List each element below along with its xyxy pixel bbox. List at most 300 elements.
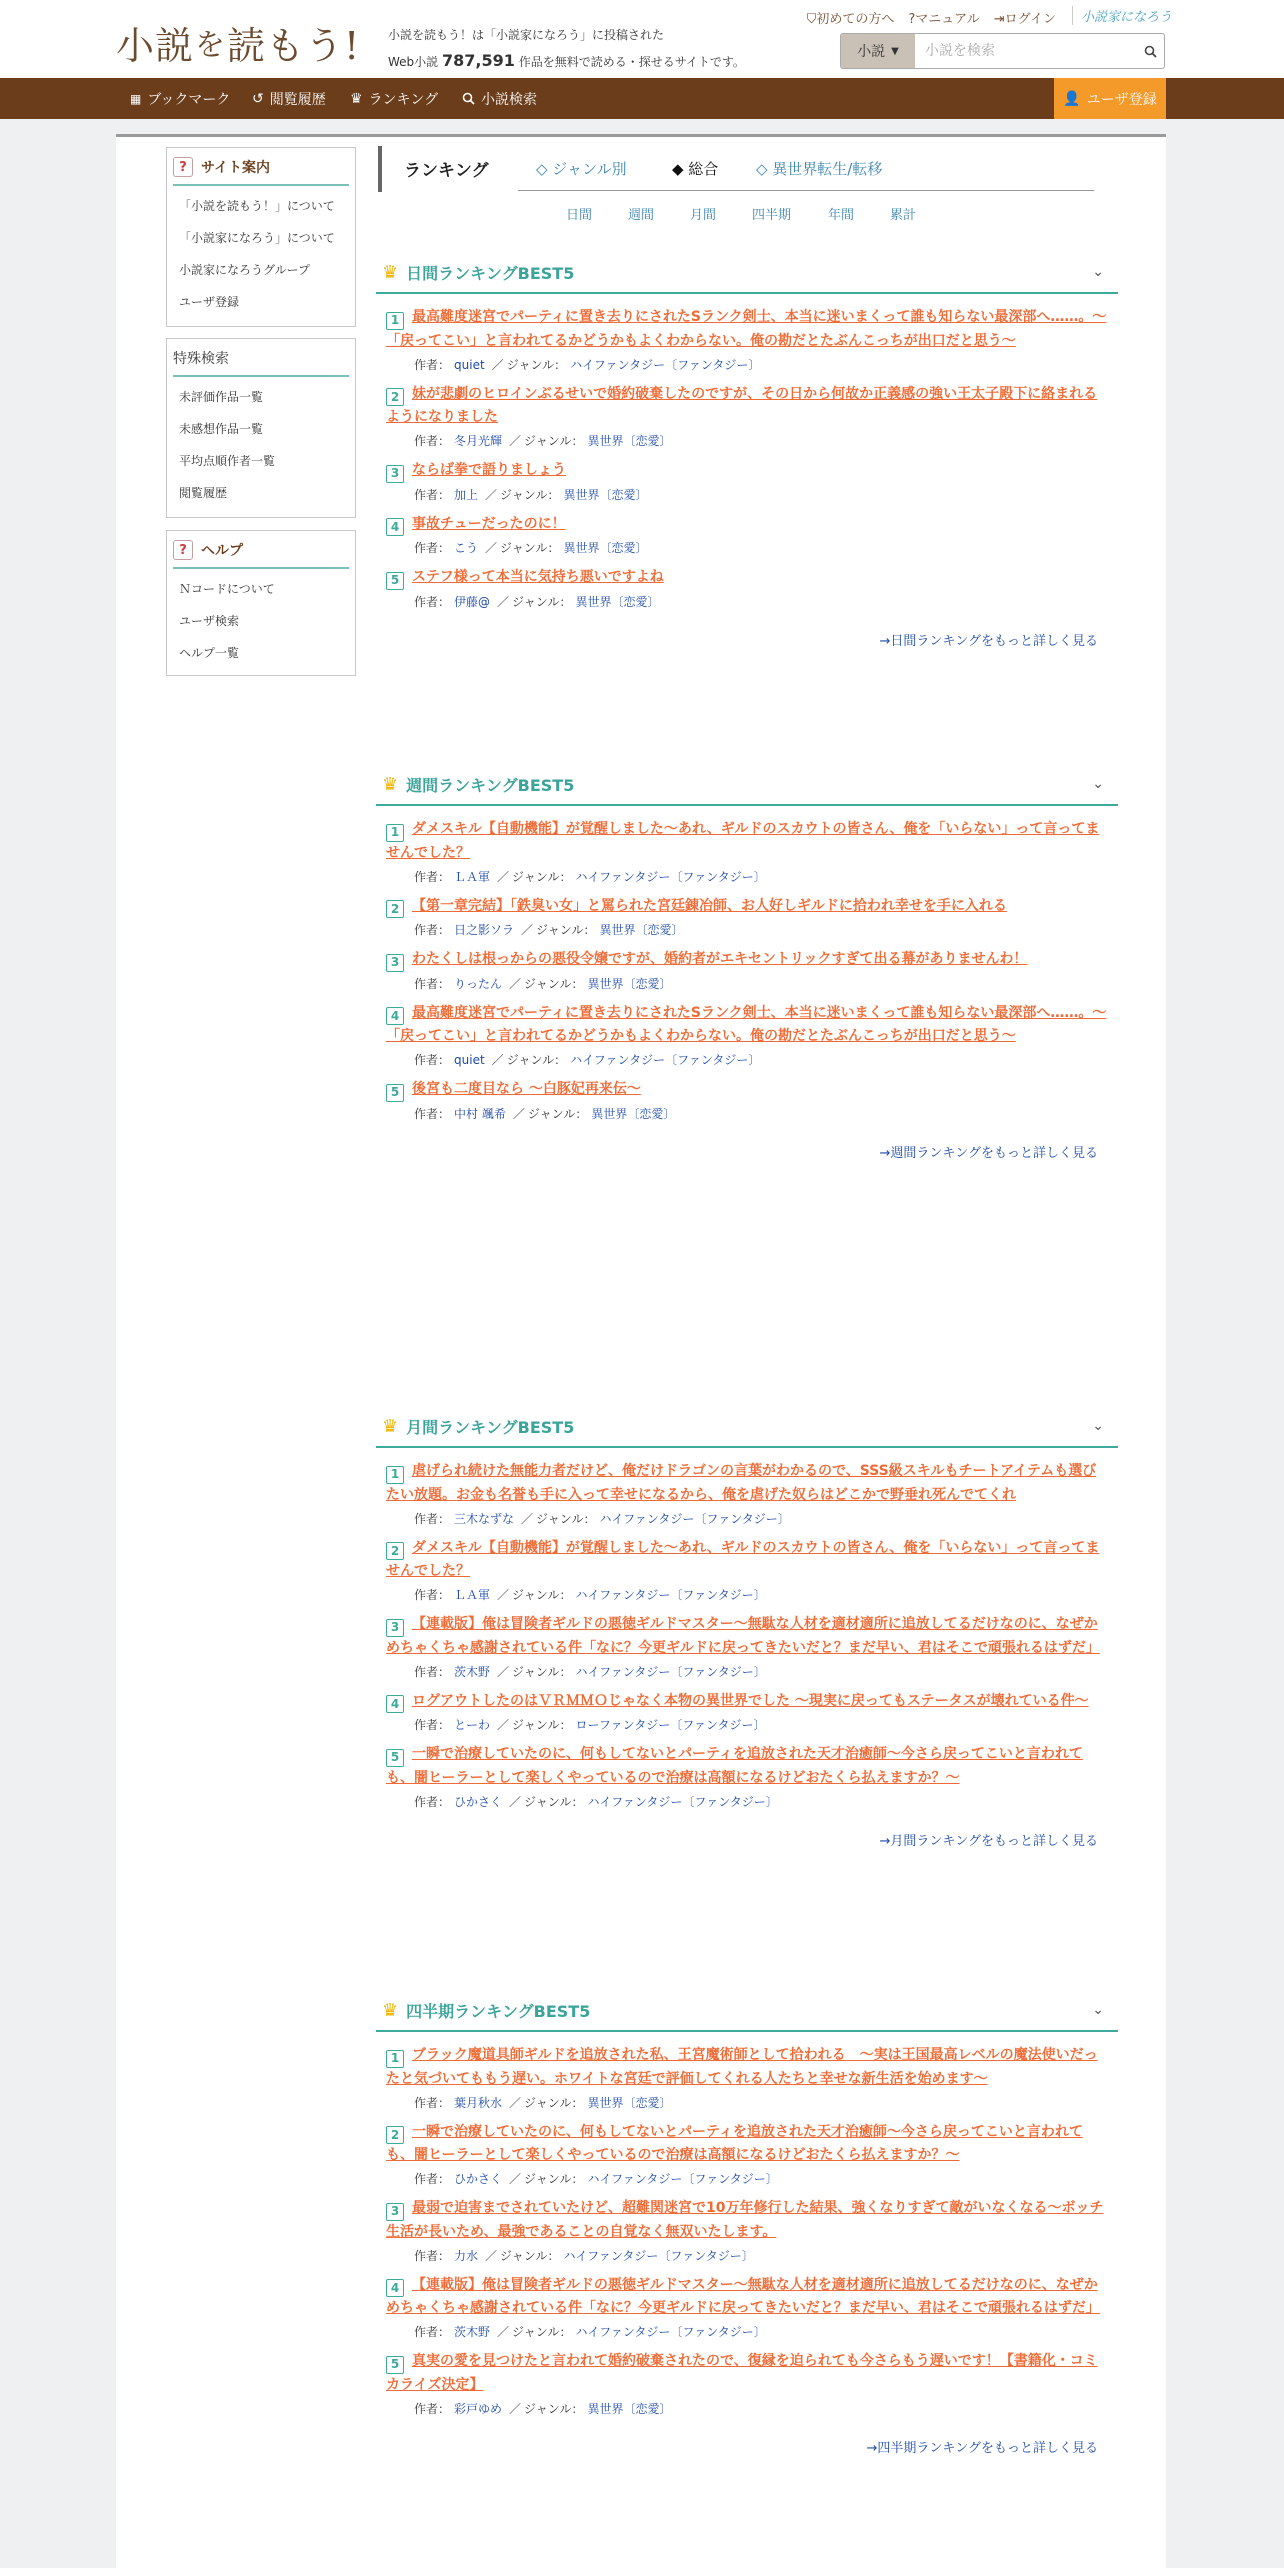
section-header[interactable] <box>376 764 1118 806</box>
genre-link[interactable]: 異世界〔恋愛〕 <box>563 541 648 555</box>
author-label: 作者： <box>414 1794 451 1809</box>
novel-meta <box>386 2322 1110 2342</box>
genre-label: ジャンル： <box>536 1511 596 1526</box>
section-header[interactable] <box>376 1406 1118 1448</box>
tagline-suffix: 作品を無料で読める・探せるサイトです。 <box>518 55 745 69</box>
novel-title-link[interactable] <box>386 2121 1110 2168</box>
search-icon <box>462 92 475 105</box>
site-header <box>0 0 1284 78</box>
author-link[interactable]: ＬＡ軍 <box>454 1588 491 1602</box>
novel-title: 【連載版】俺は冒険者ギルドの悪徳ギルドマスター～無駄な人材を適材適所に追放してるだけなのに、なぜかめちゃくちゃ感謝されている件「なに？今更ギルドに戻ってきたいだと？まだ早い、君はそこで頑張れるはずだ」 <box>386 2276 1100 2316</box>
more-ranking-link[interactable]: →日間ランキングをもっと詳しく見る <box>879 633 1098 649</box>
genre-label: ジャンル： <box>506 357 567 372</box>
novel-meta <box>386 2246 1110 2266</box>
tagline-prefix: Web小説 <box>388 55 439 69</box>
list-item <box>386 1078 1110 1124</box>
period-daily[interactable]: 日間 <box>566 208 593 223</box>
sidebar-item-no-review[interactable]: 未感想作品一覧 <box>179 422 264 436</box>
rank-number: 2 <box>386 1542 404 1560</box>
bookmark-list-icon: ▦ <box>130 91 142 106</box>
novel-meta <box>386 1509 1110 1529</box>
genre-label: ジャンル： <box>512 869 572 884</box>
author-link[interactable]: 三木なずな <box>454 1511 515 1526</box>
sidebar-item-about-narou[interactable]: 「小説家になろう」について <box>179 231 335 245</box>
novel-title-link[interactable] <box>386 1613 1110 1660</box>
sidebar-item-user-search[interactable]: ユーザ検索 <box>179 614 240 628</box>
novel-meta <box>386 867 1110 887</box>
list-item <box>386 1002 1110 1071</box>
author-link[interactable]: 加上 <box>454 487 479 502</box>
meta-separator: ／ <box>509 2172 522 2186</box>
novel-title-link[interactable] <box>386 895 1110 919</box>
tagline-line1: 小説を読もう！は「小説家になろう」に投稿された <box>388 28 665 42</box>
genre-label: ジャンル： <box>524 1794 584 1809</box>
meta-separator: ／ <box>509 976 522 991</box>
novel-meta <box>386 1050 1110 1070</box>
author-label: 作者： <box>414 1588 451 1602</box>
nav-bookmark-label: ブックマーク <box>147 91 231 108</box>
author-link[interactable]: 伊藤@ <box>454 594 491 609</box>
sidebar-help <box>166 530 356 676</box>
novel-title: 【連載版】俺は冒険者ギルドの悪徳ギルドマスター～無駄な人材を適材適所に追放してるだけなのに、なぜかめちゃくちゃ感謝されている件「なに？今更ギルドに戻ってきたいだと？まだ早い、君はそこで頑張れるはずだ」 <box>386 1616 1100 1656</box>
genre-label: ジャンル： <box>536 923 596 937</box>
section-title: 日間ランキングBEST5 <box>406 263 575 283</box>
list-item <box>386 459 1110 505</box>
rank-number: 5 <box>386 2356 404 2374</box>
author-link[interactable]: 冬月光輝 <box>454 434 503 448</box>
logo-text-end: 読もう! <box>227 23 361 68</box>
nav-ranking-label: ランキング <box>368 91 439 108</box>
search-box <box>840 33 1165 69</box>
sidebar-item-help-list[interactable]: ヘルプ一覧 <box>179 646 240 660</box>
main-nav <box>0 78 1284 119</box>
genre-link[interactable]: ハイファンタジー〔ファンタジー〕 <box>587 2172 778 2186</box>
nav-search-label: 小説検索 <box>481 91 537 108</box>
nav-history-label: 閲覧履歴 <box>269 91 326 108</box>
novel-meta <box>386 974 1110 994</box>
author-link[interactable]: ひかさく <box>454 1794 503 1809</box>
novel-meta <box>386 920 1110 940</box>
novel-title: 虐げられ続けた無能力者だけど、俺だけドラゴンの言葉がわかるので、SSS級スキルもチートアイテムも選びたい放題。お金も名誉も手に入って幸せになるから、俺を虐げた奴らはどこかで野垂れ死んでてくれ <box>386 1463 1097 1503</box>
list-item <box>386 1537 1110 1606</box>
list-item <box>386 895 1110 941</box>
rank-number: 5 <box>386 572 404 590</box>
meta-separator: ／ <box>497 594 510 609</box>
login-icon: ⇥ <box>993 12 1005 27</box>
genre-link[interactable]: 異世界〔恋愛〕 <box>587 976 672 991</box>
chevron-down-icon: ▼ <box>891 45 899 57</box>
help-circle-icon: ? <box>908 12 916 27</box>
rank-number: 2 <box>386 2126 404 2144</box>
author-label: 作者： <box>414 594 451 609</box>
list-item <box>386 1690 1110 1736</box>
search-icon <box>1144 45 1157 58</box>
rank-number: 2 <box>386 388 404 406</box>
ranking-list <box>376 2032 1118 2419</box>
list-item <box>386 2044 1110 2113</box>
sidebar-site-guide-title: サイト案内 <box>201 160 271 176</box>
novel-meta <box>386 2399 1110 2419</box>
list-item <box>386 948 1110 994</box>
ranking-list <box>376 1448 1118 1812</box>
period-weekly[interactable]: 週間 <box>628 208 655 223</box>
period-links <box>566 204 966 224</box>
novel-title-link[interactable] <box>386 383 1110 430</box>
site-tagline <box>388 22 745 75</box>
nav-ranking[interactable] <box>350 78 438 119</box>
chevron-down-icon[interactable]: ⌄ <box>1092 776 1104 792</box>
author-link[interactable]: とーわ <box>454 1718 491 1732</box>
genre-link[interactable]: 異世界〔恋愛〕 <box>563 487 648 502</box>
rank-number: 1 <box>386 2050 404 2068</box>
rank-number: 5 <box>386 1084 404 1102</box>
genre-label: ジャンル： <box>512 1718 572 1732</box>
section-header[interactable] <box>376 252 1118 294</box>
author-link[interactable]: 茨木野 <box>454 1664 491 1679</box>
author-label: 作者： <box>414 1718 451 1732</box>
novel-title: 後宮も二度目なら 〜白豚妃再来伝〜 <box>412 1081 641 1097</box>
list-item <box>386 2274 1110 2343</box>
author-label: 作者： <box>414 2095 451 2110</box>
novel-meta <box>386 431 1110 451</box>
beginner-icon: ⛉ <box>806 12 817 27</box>
ranking-section-daily <box>376 252 1118 649</box>
sidebar-help-header <box>173 539 349 569</box>
author-link[interactable]: quiet <box>454 357 485 372</box>
sidebar-item-about-yomou[interactable]: 「小説を読もう！」について <box>179 199 335 213</box>
register-button[interactable] <box>1054 78 1166 119</box>
rank-number: 3 <box>386 465 404 483</box>
novel-title-link[interactable] <box>386 306 1110 353</box>
novel-title: ログアウトしたのはＶＲＭＭＯじゃなく本物の異世界でした ～現実に戻ってもステータスが壊れている件～ <box>412 1692 1089 1709</box>
search-type-select[interactable] <box>841 34 915 68</box>
top-links <box>807 8 1056 27</box>
meta-separator: ／ <box>509 2401 522 2416</box>
author-link[interactable]: こう <box>454 541 479 555</box>
first-time-link[interactable] <box>807 8 895 27</box>
author-link[interactable]: りったん <box>454 976 503 991</box>
author-label: 作者： <box>414 1511 451 1526</box>
genre-label: ジャンル： <box>524 2095 584 2110</box>
sidebar-site-guide-header <box>173 156 349 186</box>
author-label: 作者： <box>414 434 451 448</box>
rank-number: 4 <box>386 1695 404 1713</box>
novel-meta <box>386 2093 1110 2113</box>
sidebar-item-history[interactable]: 閲覧履歴 <box>179 486 228 500</box>
author-link[interactable]: 彩戸ゆめ <box>454 2401 503 2416</box>
sidebar-item-ncode[interactable]: Ｎコードについて <box>179 582 275 596</box>
author-label: 作者： <box>414 1053 451 1067</box>
genre-label: ジャンル： <box>512 1588 572 1602</box>
genre-label: ジャンル： <box>500 2248 560 2263</box>
first-time-label: 初めての方へ <box>816 12 895 27</box>
rank-number: 2 <box>386 900 404 918</box>
ranking-section-monthly <box>376 1406 1118 1849</box>
list-item <box>386 1613 1110 1682</box>
history-icon: ↺ <box>252 90 264 107</box>
rank-number: 1 <box>386 312 404 330</box>
author-label: 作者： <box>414 2401 451 2416</box>
manual-link[interactable] <box>908 8 979 27</box>
crown-icon: ♛ <box>382 1415 399 1437</box>
novel-title: 最弱で迫害までされていたけど、超難関迷宮で10万年修行した結果、強くなりすぎて敵がいなくなる～ボッチ生活が長いため、最強であることの自覚なく無双いたします。 <box>386 2200 1104 2240</box>
novel-title: ブラック魔道具師ギルドを追放された私、王宮魔術師として拾われる ～実は王国最高レベルの魔法使いだったと気づいてももう遅い。ホワイトな宮廷で評価してくれる人たちと幸せな新生活を始めます～ <box>386 2047 1098 2087</box>
genre-link[interactable]: ハイファンタジー〔ファンタジー〕 <box>570 1053 761 1067</box>
author-link[interactable]: ＬＡ軍 <box>454 869 491 884</box>
meta-separator: ／ <box>497 1664 510 1679</box>
meta-separator: ／ <box>485 2248 498 2263</box>
search-type-value: 小説 <box>857 44 886 60</box>
meta-separator: ／ <box>509 2095 522 2110</box>
genre-link[interactable]: ハイファンタジー〔ファンタジー〕 <box>575 1664 766 1679</box>
crown-icon: ♛ <box>382 1999 399 2021</box>
author-link[interactable]: 中村 颯希 <box>454 1106 506 1121</box>
meta-separator: ／ <box>521 923 534 937</box>
author-link[interactable]: ひかさく <box>454 2172 503 2186</box>
sidebar-help-title: ヘルプ <box>201 543 243 559</box>
author-link[interactable]: quiet <box>454 1053 485 1067</box>
novel-meta <box>386 1585 1110 1605</box>
sidebar-item-avg-author[interactable]: 平均点順作者一覧 <box>179 454 276 468</box>
list-item <box>386 2350 1110 2419</box>
novel-title-link[interactable] <box>386 1078 1110 1102</box>
question-icon: ? <box>173 540 193 560</box>
ranking-section-weekly <box>376 764 1118 1161</box>
list-item <box>386 818 1110 887</box>
meta-separator: ／ <box>485 541 498 555</box>
novel-title: 事故チューだったのに！ <box>412 515 566 532</box>
list-item <box>386 1743 1110 1812</box>
tab-isekai[interactable]: ◇ 異世界転生/転移 <box>756 160 883 178</box>
genre-label: ジャンル： <box>512 2325 572 2339</box>
ranking-list <box>376 294 1118 612</box>
sidebar-item-narou-group[interactable]: 小説家になろうグループ <box>179 263 311 277</box>
genre-label: ジャンル： <box>500 487 560 502</box>
novel-title-link[interactable] <box>386 1460 1110 1507</box>
meta-separator: ／ <box>521 1511 534 1526</box>
novel-meta <box>386 592 1110 612</box>
genre-label: ジャンル： <box>524 2401 584 2416</box>
section-header[interactable] <box>376 1990 1118 2032</box>
ranking-tabs <box>378 146 1094 192</box>
tab-overall[interactable]: ◆ 総合 <box>672 160 719 178</box>
logo-text-wo: を <box>195 28 227 63</box>
narou-partner-logo[interactable]: 小説家になろう <box>1072 6 1172 25</box>
novel-title: 最高難度迷宮でパーティに置き去りにされたSランク剣士、本当に迷いまくって誰も知らない最深部へ……。～「戻ってこい」と言われてるかどうかもよくわからない。俺の勘だとたぶんこっちが出口だと思う～ <box>386 1004 1107 1044</box>
novel-meta <box>386 1104 1110 1124</box>
rank-number: 5 <box>386 1749 404 1767</box>
author-label: 作者： <box>414 2248 451 2263</box>
sidebar-item-register[interactable]: ユーザ登録 <box>179 295 240 309</box>
more-ranking-link[interactable]: →週間ランキングをもっと詳しく見る <box>879 1145 1098 1161</box>
genre-link[interactable]: 異世界〔恋愛〕 <box>599 923 684 937</box>
login-link[interactable] <box>994 8 1056 27</box>
genre-link[interactable]: 異世界〔恋愛〕 <box>587 2401 672 2416</box>
meta-separator: ／ <box>512 1106 525 1121</box>
page-title: ランキング <box>404 161 489 181</box>
genre-link[interactable]: ハイファンタジー〔ファンタジー〕 <box>599 1511 790 1526</box>
sidebar-site-guide <box>166 147 356 327</box>
author-link[interactable]: 力水 <box>454 2248 479 2263</box>
novel-title: ステフ様って本当に気持ち悪いですよね <box>412 569 664 585</box>
chevron-down-icon[interactable]: ⌄ <box>1092 1418 1104 1434</box>
novel-meta <box>386 2169 1110 2189</box>
manual-label: マニュアル <box>915 12 980 27</box>
novel-title-link[interactable] <box>386 948 1110 972</box>
novel-title: ならば拳で語りましょう <box>412 462 566 478</box>
search-button[interactable] <box>1136 34 1164 68</box>
logo-text: 小説 <box>116 23 195 68</box>
author-label: 作者： <box>414 357 451 372</box>
genre-link[interactable]: ハイファンタジー〔ファンタジー〕 <box>570 357 761 372</box>
genre-label: ジャンル： <box>527 1106 588 1121</box>
genre-link[interactable]: 異世界〔恋愛〕 <box>575 594 660 609</box>
genre-label: ジャンル： <box>524 434 584 448</box>
period-total[interactable]: 累計 <box>890 208 917 223</box>
ranking-section-quarterly <box>376 1990 1118 2456</box>
chevron-down-icon[interactable]: ⌄ <box>1092 2002 1104 2018</box>
novel-title-link[interactable] <box>386 2197 1110 2244</box>
author-label: 作者： <box>414 2325 451 2339</box>
nav-search[interactable] <box>462 78 537 119</box>
genre-link[interactable]: ハイファンタジー〔ファンタジー〕 <box>575 1588 766 1602</box>
author-label: 作者： <box>414 2172 451 2186</box>
rank-number: 4 <box>386 1007 404 1025</box>
novel-title-link[interactable] <box>386 1743 1110 1790</box>
meta-separator: ／ <box>497 869 510 884</box>
novel-meta <box>386 485 1110 505</box>
tabs-underline <box>518 190 1094 191</box>
chevron-down-icon[interactable]: ⌄ <box>1092 264 1104 280</box>
meta-separator: ／ <box>485 487 498 502</box>
genre-link[interactable]: 異世界〔恋愛〕 <box>591 1106 676 1121</box>
list-item <box>386 2121 1110 2190</box>
sidebar-item-unrated[interactable]: 未評価作品一覧 <box>179 390 264 404</box>
novel-title: 真実の愛を見つけたと言われて婚約破棄されたので、復縁を迫られても今さらもう遅いです！【書籍化・コミカライズ決定】 <box>386 2353 1098 2393</box>
section-title: 週間ランキングBEST5 <box>406 775 575 795</box>
genre-link[interactable]: ハイファンタジー〔ファンタジー〕 <box>563 2248 754 2263</box>
novel-title: ダメスキル【自動機能】が覚醒しました〜あれ、ギルドのスカウトの皆さん、俺を「いらない」って言ってませんでした？ <box>386 821 1100 861</box>
novel-meta <box>386 538 1110 558</box>
meta-separator: ／ <box>491 1053 504 1067</box>
genre-link[interactable]: ハイファンタジー〔ファンタジー〕 <box>575 869 766 884</box>
novel-title: 【第一章完結】「鉄臭い女」と罵られた宮廷錬冶師、お人好しギルドに拾われ幸せを手に入れる <box>412 897 1007 914</box>
user-icon: 👤 <box>1063 90 1081 107</box>
rank-number: 1 <box>386 824 404 842</box>
author-label: 作者： <box>414 869 451 884</box>
crown-icon: ♛ <box>382 773 399 795</box>
novel-meta <box>386 1715 1110 1735</box>
novel-title: 一瞬で治療していたのに、何もしてないとパーティを追放された天才治癒師～今さら戻ってこいと言われても、闇ヒーラーとして楽しくやっているので治療は高額になるけどおたくら払えますか？～ <box>386 2123 1083 2163</box>
more-ranking-link[interactable]: →月間ランキングをもっと詳しく見る <box>879 1833 1098 1849</box>
site-logo[interactable] <box>116 14 372 70</box>
novel-title-link[interactable] <box>386 2274 1110 2321</box>
novel-title-link[interactable] <box>386 818 1110 865</box>
novel-title-link[interactable] <box>386 2350 1110 2397</box>
novel-title-link[interactable] <box>386 1690 1110 1714</box>
rank-number: 1 <box>386 1466 404 1484</box>
novel-title-link[interactable] <box>386 1537 1110 1584</box>
rank-number: 3 <box>386 2203 404 2221</box>
genre-link[interactable]: 異世界〔恋愛〕 <box>587 434 672 448</box>
work-count: 787,591 <box>442 51 515 70</box>
genre-link[interactable]: ハイファンタジー〔ファンタジー〕 <box>575 2325 766 2339</box>
search-input[interactable] <box>915 34 1136 68</box>
genre-link[interactable]: ハイファンタジー〔ファンタジー〕 <box>587 1794 778 1809</box>
novel-title-link[interactable] <box>386 459 1110 483</box>
novel-title: 最高難度迷宮でパーティに置き去りにされたSランク剣士、本当に迷いまくって誰も知らない最深部へ……。～「戻ってこい」と言われてるかどうかもよくわからない。俺の勘だとたぶんこっちが出口だと思う～ <box>386 309 1107 349</box>
author-label: 作者： <box>414 976 451 991</box>
sidebar-special-search-header <box>173 347 349 377</box>
novel-title-link[interactable] <box>386 566 1110 590</box>
period-yearly[interactable]: 年間 <box>828 208 855 223</box>
ranking-list <box>376 806 1118 1124</box>
author-label: 作者： <box>414 541 451 555</box>
list-item <box>386 1460 1110 1529</box>
novel-meta <box>386 1792 1110 1812</box>
author-label: 作者： <box>414 1664 451 1679</box>
crown-icon: ♛ <box>382 261 399 283</box>
sidebar-special-search <box>166 338 356 518</box>
author-link[interactable]: 日之影ソラ <box>454 923 515 937</box>
period-quarterly[interactable]: 四半期 <box>752 208 792 223</box>
genre-label: ジャンル： <box>512 594 572 609</box>
tagline-line2 <box>388 48 745 75</box>
author-link[interactable]: 葉月秋水 <box>454 2095 503 2110</box>
novel-title-link[interactable] <box>386 1002 1110 1049</box>
sidebar-special-search-title: 特殊検索 <box>173 351 229 367</box>
list-item <box>386 306 1110 375</box>
question-icon: ? <box>173 157 193 177</box>
list-item <box>386 513 1110 559</box>
novel-meta <box>386 1662 1110 1682</box>
meta-separator: ／ <box>497 2325 510 2339</box>
novel-title: ダメスキル【自動機能】が覚醒しました〜あれ、ギルドのスカウトの皆さん、俺を「いらない」って言ってませんでした？ <box>386 1539 1100 1579</box>
genre-label: ジャンル： <box>512 1664 572 1679</box>
section-title: 月間ランキングBEST5 <box>406 1417 575 1437</box>
tab-genre[interactable]: ◇ ジャンル別 <box>536 160 627 178</box>
genre-label: ジャンル： <box>500 541 560 555</box>
meta-separator: ／ <box>497 1588 510 1602</box>
novel-title: 一瞬で治療していたのに、何もしてないとパーティを追放された天才治癒師～今さら戻ってこいと言われても、闇ヒーラーとして楽しくやっているので治療は高額になるけどおたくら払えますか？～ <box>386 1746 1083 1786</box>
section-title: 四半期ランキングBEST5 <box>406 2001 591 2021</box>
novel-title-link[interactable] <box>386 513 1110 537</box>
genre-label: ジャンル： <box>524 976 584 991</box>
novel-title-link[interactable] <box>386 2044 1110 2091</box>
rank-number: 3 <box>386 1619 404 1637</box>
rank-number: 3 <box>386 954 404 972</box>
nav-bookmark[interactable] <box>130 78 230 119</box>
nav-history[interactable] <box>252 78 326 119</box>
rank-number: 4 <box>386 518 404 536</box>
list-item <box>386 566 1110 612</box>
meta-separator: ／ <box>509 1794 522 1809</box>
genre-label: ジャンル： <box>506 1053 567 1067</box>
rank-number: 4 <box>386 2279 404 2297</box>
period-monthly[interactable]: 月間 <box>690 208 717 223</box>
author-label: 作者： <box>414 487 451 502</box>
meta-separator: ／ <box>491 357 504 372</box>
novel-meta <box>386 355 1110 375</box>
more-ranking-link[interactable]: →四半期ランキングをもっと詳しく見る <box>866 2440 1098 2456</box>
list-item <box>386 383 1110 452</box>
list-item <box>386 2197 1110 2266</box>
genre-link[interactable]: 異世界〔恋愛〕 <box>587 2095 672 2110</box>
register-label: ユーザ登録 <box>1086 91 1157 108</box>
author-link[interactable]: 茨木野 <box>454 2325 491 2339</box>
login-label: ログイン <box>1004 12 1056 27</box>
genre-link[interactable]: ローファンタジー〔ファンタジー〕 <box>575 1718 766 1732</box>
